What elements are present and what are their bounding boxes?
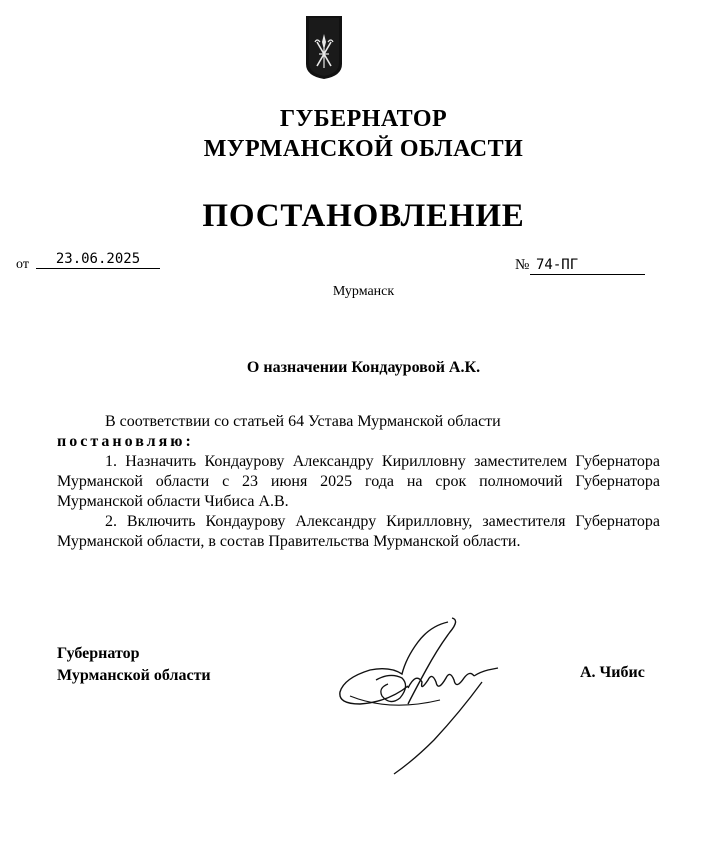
coat-of-arms-icon <box>305 14 343 80</box>
document-type: ПОСТАНОВЛЕНИЕ <box>202 198 525 234</box>
document-number: 74-ПГ <box>530 256 645 275</box>
signer-name: А. Чибис <box>580 664 645 681</box>
signer-position-line2: Мурманской области <box>57 667 211 684</box>
signer-position <box>57 643 211 687</box>
document-date: 23.06.2025 <box>36 250 160 269</box>
city: Мурманск <box>332 284 395 299</box>
signer-position-line1: Губернатор <box>57 645 140 662</box>
date-prefix: от <box>16 257 29 272</box>
issuer-title-line1: ГУБЕРНАТОР <box>279 106 448 132</box>
body-item-2: 2. Включить Кондаурову Александру Кирилловну, заместителя Губернатора Мурманской области, в состав Правительства Мурманской области. <box>57 513 660 550</box>
body-intro: В соответствии со статьей 64 Устава Мурманской области <box>105 413 501 430</box>
document-body <box>57 412 660 552</box>
body-item-1: 1. Назначить Кондаурову Александру Кирилловну заместителем Губернатора Мурманской области с 23 июня 2025 года на срок полномочий Губернатора Мурманской области Чибиса А.В. <box>57 453 660 510</box>
signature-icon <box>330 612 520 782</box>
decree-word: постановляю: <box>57 433 194 450</box>
number-prefix: № <box>515 257 530 273</box>
document-subject: О назначении Кондауровой А.К. <box>246 359 481 376</box>
issuer-title-line2: МУРМАНСКОЙ ОБЛАСТИ <box>203 136 524 162</box>
